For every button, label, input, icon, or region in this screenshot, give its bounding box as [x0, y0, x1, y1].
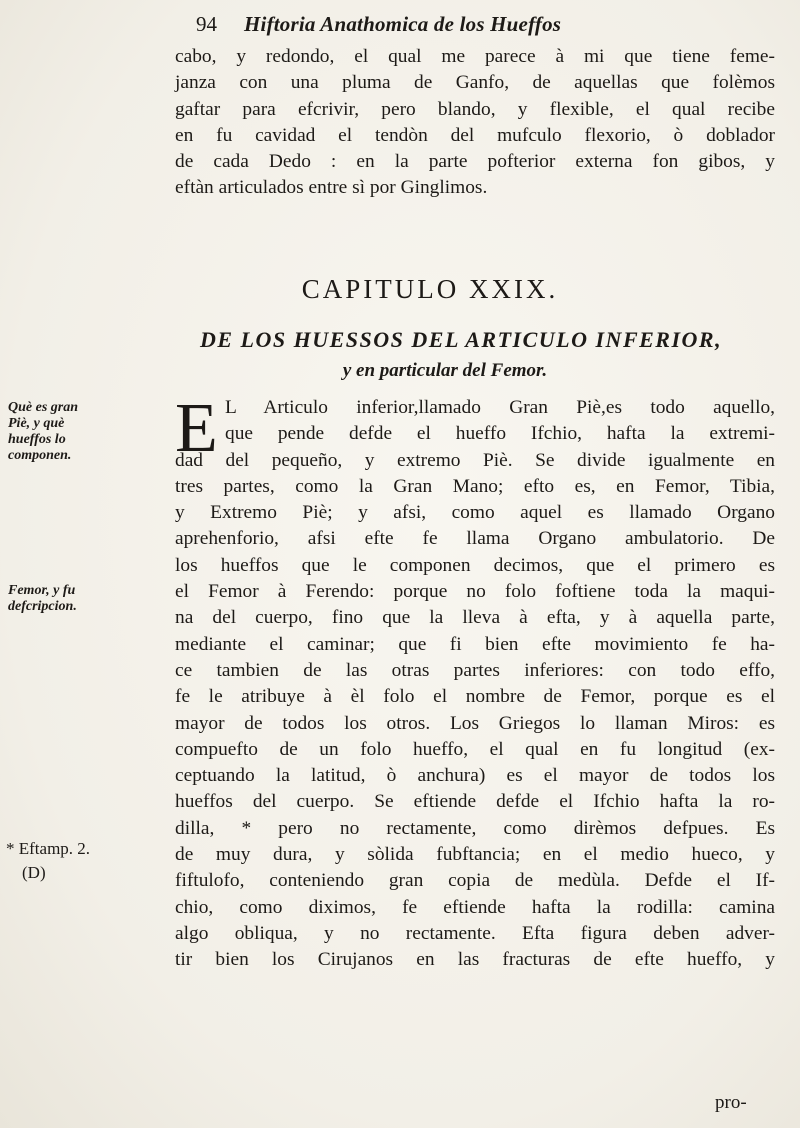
text-line: los hueffos que le componen decimos, que el primero es [175, 554, 775, 576]
text-line: de cada Dedo : en la parte pofterior externa fon gibos, y [175, 151, 775, 173]
margin-reference-letter: (D) [22, 863, 46, 882]
margin-note-gran-pie: Què es gran Piè, y què hueffos lo componen. [8, 400, 79, 463]
text-line: eftàn articulados entre sì por Ginglimos. [175, 177, 488, 199]
text-line: de muy dura, y sòlida fubftancia; en el medio hueco, y [175, 844, 775, 866]
drop-cap: E [175, 390, 218, 467]
text-line: que pende defde el hueffo Ifchio, hafta la extremi- [225, 423, 775, 445]
text-line: cabo, y redondo, el qual me parece à mi que tiene feme- [175, 46, 775, 67]
page-number: 94 [196, 12, 217, 36]
chapter-subtitle-2: y en particular del Femor. [342, 360, 548, 381]
text-line: ce tambien de las otras partes inferiores: con todo effo, [175, 659, 775, 681]
text-line: L Articulo inferior,llamado Gran Piè,es todo aquello, [225, 397, 775, 418]
text-line: fe le atribuye à èl folo el nombre de Femor, porque es el [175, 686, 775, 708]
text-line: na del cuerpo, fino que la lleva à efta, y à aquella parte, [175, 607, 775, 629]
text-line: ceptuando la latitud, ò anchura) es el mayor de todos los [175, 765, 775, 787]
running-title: Hiftoria Anathomica de los Hueffos [244, 12, 562, 36]
opening-text [175, 44, 775, 202]
text-line: chio, como diximos, fe eftiende hafta la rodilla: camina [175, 896, 775, 918]
text-line: dad del pequeño, y extremo Piè. Se divide igualmente en [175, 449, 775, 471]
margin-reference-plate: * Eftamp. 2. [6, 839, 91, 858]
margin-note-femor: Femor, y fu defcripcion. [8, 583, 77, 614]
page-header [196, 12, 756, 37]
text-line: y Extremo Piè; y afsi, como aquel es llamado Organo [175, 502, 775, 524]
text-line: aprehenforio, afsi efte fe llama Organo ambulatorio. De [175, 528, 775, 550]
main-paragraph [175, 390, 775, 974]
text-line: tres partes, como la Gran Mano; efto es, en Femor, Tibia, [175, 475, 775, 497]
text-line: mayor de todos los otros. Los Griegos lo llaman Miros: es [175, 712, 775, 734]
text-line: tir bien los Cirujanos en las fracturas de efte hueffo, y [175, 949, 775, 971]
catchword: pro- [715, 1092, 747, 1113]
text-line: el Femor à Ferendo: porque no folo foftiene toda la maqui- [175, 581, 775, 603]
text-line: janza con una pluma de Ganfo, de aquellas que folèmos [175, 72, 775, 94]
text-line: en fu cavidad el tendòn del mufculo flexorio, ò doblador [175, 124, 775, 146]
text-line: algo obliqua, y no rectamente. Efta figura deben adver- [175, 922, 775, 944]
text-line: dilla, * pero no rectamente, como dirèmos defpues. Es [175, 817, 775, 839]
text-line: gaftar para efcrivir, pero blando, y flexible, el qual recibe [175, 98, 775, 120]
text-line: hueffos del cuerpo. Se eftiende defde el Ifchio hafta la ro- [175, 791, 775, 813]
chapter-subtitle: DE LOS HUESSOS DEL ARTICULO INFERIOR, [200, 327, 723, 352]
chapter-heading: CAPITULO XXIX. [301, 274, 559, 304]
text-line: fiftulofo, conteniendo gran copia de medùla. Defde el If- [175, 870, 775, 892]
text-line: compuefto de un folo hueffo, el qual en fu longitud (ex- [175, 738, 775, 760]
text-line: mediante el caminar; que fi bien efte movimiento fe ha- [175, 633, 775, 655]
